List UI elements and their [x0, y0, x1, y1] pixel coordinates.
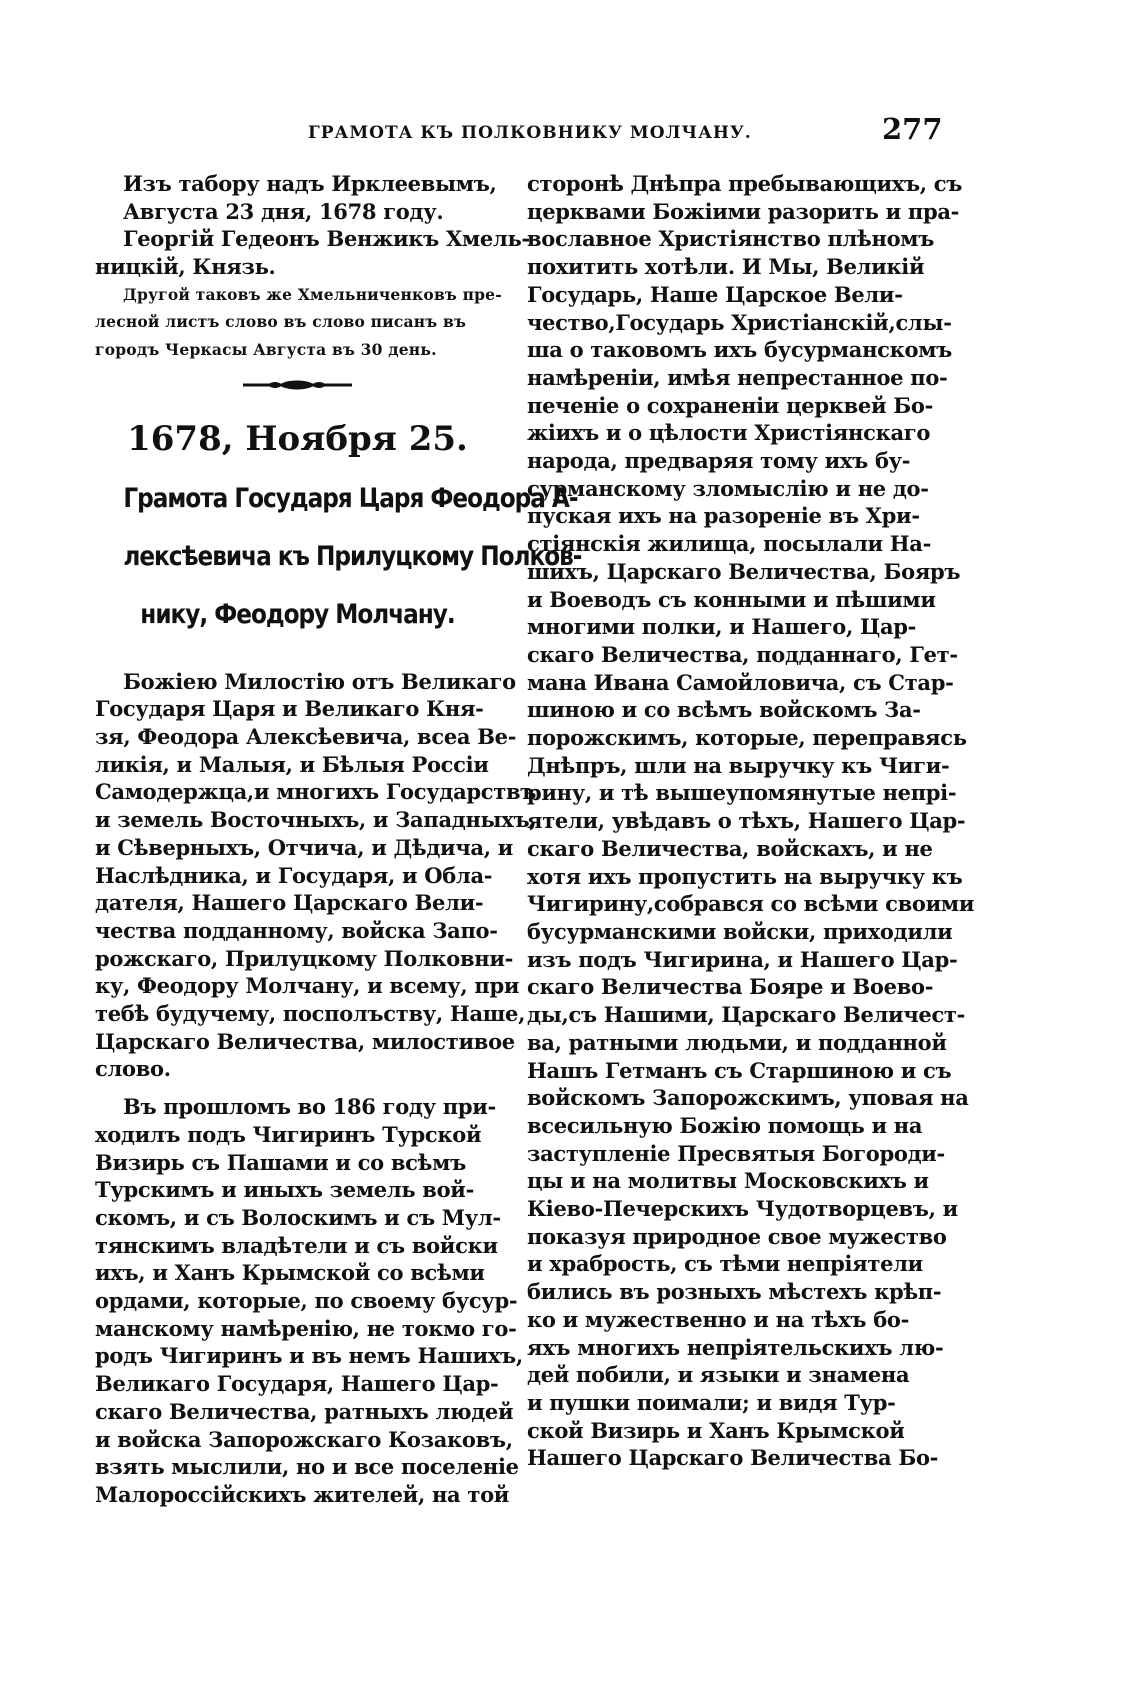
text-line: ходилъ подъ Чигиринъ Турской	[95, 1121, 482, 1147]
preceding-letter-closing	[95, 170, 530, 281]
text-line: Государя Царя и Великаго Кня-	[95, 696, 484, 722]
text-line: скаго Величества, ратныхъ людей	[95, 1398, 514, 1424]
section-divider-ornament	[95, 374, 500, 396]
text-line: намѣреніи, имѣя непрестанное по-	[527, 364, 948, 390]
text-line: Малороссійскихъ жителей, на той	[95, 1481, 510, 1507]
text-line: и пушки поимали; и видя Тур-	[527, 1389, 896, 1415]
text-line: скаго Величества, войскахъ, и не	[527, 835, 933, 861]
text-line: Божіею Милостію отъ Великаго	[123, 668, 516, 694]
text-line: ко и мужественно и на тѣхъ бо-	[527, 1306, 910, 1332]
text-line: и Воеводъ съ конными и пѣшими	[527, 586, 936, 612]
text-line: народа, предваряя тому ихъ бу-	[527, 448, 911, 474]
text-line: ва, ратными людьми, и подданной	[527, 1029, 947, 1055]
text-line: и Сѣверныхъ, Отчича, и Дѣдича, и	[95, 834, 513, 860]
text-line: войскомъ Запорожскимъ, уповая на	[527, 1085, 969, 1111]
text-line: Великаго Государя, Нашего Цар-	[95, 1371, 499, 1397]
text-line: бусурманскими войски, приходили	[527, 918, 953, 944]
page-number: 277	[882, 112, 943, 146]
text-line: ды,съ Нашими, Царскаго Величест-	[527, 1002, 966, 1028]
text-line: Изъ табору надъ Ирклеевымъ,	[123, 171, 497, 196]
text-line: ницкій, Князь.	[95, 254, 276, 280]
text-line: церквами Божіими разорить и пра-	[527, 198, 960, 224]
text-line: Кіево-Печерскихъ Чудотворцевъ, и	[527, 1196, 958, 1222]
text-line: изъ подъ Чигирина, и Нашего Цар-	[527, 946, 958, 972]
text-line: рину, и тѣ вышеупомянутые непрі-	[527, 780, 957, 806]
text-line: чество,Государь Христіанскій,слы-	[527, 309, 952, 335]
text-line: Днѣпръ, шли на выручку къ Чиги-	[527, 752, 950, 778]
running-head: ГРАМОТА КЪ ПОЛКОВНИКУ МОЛЧАНУ.	[308, 123, 752, 143]
title-line: лексѣевича къ Прилуцкому Полков-	[123, 540, 582, 572]
text-line: Самодержца,и многихъ Государствъ	[95, 779, 537, 805]
text-line: Въ прошломъ во 186 году при-	[123, 1094, 496, 1120]
text-line: Чигирину,собрався со всѣми своими	[527, 891, 975, 917]
text-line: ордами, которые, по своему бусур-	[95, 1288, 518, 1314]
text-line: скаго Величества, подданнаго, Гет-	[527, 641, 958, 667]
text-line: Нашего Царскаго Величества Бо-	[527, 1445, 939, 1471]
text-line: ку, Феодору Молчану, и всему, при	[95, 973, 520, 999]
document-title	[95, 470, 582, 644]
text-line: слово.	[95, 1056, 171, 1082]
text-line: стіянскія жилища, посылали На-	[527, 531, 932, 557]
text-line: Турскимъ и иныхъ земель вой-	[95, 1177, 474, 1203]
text-line: хотя ихъ пропустить на выручку къ	[527, 863, 963, 889]
title-line: нику, Феодору Молчану.	[140, 598, 455, 630]
text-line: цы и на молитвы Московскихъ и	[527, 1168, 929, 1194]
text-line: пуская ихъ на разореніе въ Хри-	[527, 503, 920, 529]
note-line: городъ Черкасы Августа въ 30 день.	[95, 340, 437, 359]
text-line: зя, Феодора Алексѣевича, всеа Ве-	[95, 724, 517, 749]
text-line: печеніе о сохраненіи церквей Бо-	[527, 392, 934, 418]
left-column	[95, 170, 582, 1509]
text-line: жіихъ и о цѣлости Христіянскаго	[527, 420, 931, 446]
text-line: Государь, Наше Царское Вели-	[527, 281, 903, 307]
text-line: дей побили, и языки и знамена	[527, 1362, 910, 1388]
text-line: скаго Величества Бояре и Воево-	[527, 974, 934, 1000]
text-line: манскому намѣренію, не токмо го-	[95, 1315, 517, 1341]
text-line: Нашъ Гетманъ съ Старшиною и съ	[527, 1057, 952, 1083]
text-line: похитить хотѣли. И Мы, Великій	[527, 254, 925, 280]
text-line: чества подданному, войска Запо-	[95, 917, 498, 943]
right-column	[527, 170, 975, 1472]
text-line: многими полки, и Нашего, Цар-	[527, 614, 917, 640]
text-line: шихъ, Царскаго Величества, Бояръ	[527, 558, 961, 584]
editorial-note	[95, 281, 500, 364]
paragraph-gap	[95, 1083, 500, 1093]
text-line: сурманскому зломыслію и не до-	[527, 475, 929, 501]
text-line: Наслѣдника, и Государя, и Обла-	[95, 862, 493, 888]
text-line: и войска Запорожскаго Козаковъ,	[95, 1426, 513, 1452]
text-line: сторонѣ Днѣпра пребывающихъ, съ	[527, 171, 963, 196]
text-line: взять мыслили, но и все поселеніе	[95, 1454, 519, 1480]
text-line: Царскаго Величества, милостивое	[95, 1028, 515, 1054]
date-heading: 1678, Ноября 25.	[127, 418, 468, 459]
text-line: тянскимъ владѣтели и съ войски	[95, 1232, 498, 1258]
text-line: Георгій Гедеонъ Венжикъ Хмель-	[123, 226, 530, 252]
paragraph-narrative	[95, 1093, 523, 1509]
text-line: яхъ многихъ непріятельскихъ лю-	[527, 1334, 944, 1360]
text-line: и храбрость, съ тѣми непріятели	[527, 1251, 923, 1277]
text-line: Августа 23 дня, 1678 году.	[123, 198, 444, 224]
text-line: мана Ивана Самойловича, съ Стар-	[527, 669, 954, 695]
text-line: заступленіе Пресвятыя Богороди-	[527, 1140, 945, 1166]
text-line: ской Визирь и Ханъ Крымской	[527, 1417, 905, 1443]
text-line: ихъ, и Ханъ Крымской со всѣми	[95, 1260, 485, 1286]
text-line: и земель Восточныхъ, и Западныхъ,	[95, 807, 537, 833]
text-line: показуя природное свое мужество	[527, 1223, 947, 1249]
text-line: рожскаго, Прилуцкому Полковни-	[95, 945, 514, 971]
text-line: ша о таковомъ ихъ бусурманскомъ	[527, 337, 952, 363]
text-line: дателя, Нашего Царскаго Вели-	[95, 890, 484, 916]
text-line: всесильную Божію помощь и на	[527, 1112, 923, 1138]
note-line: лесной листъ слово въ слово писанъ въ	[95, 312, 467, 332]
title-line: Грамота Государя Царя Феодора А-	[123, 482, 578, 514]
paragraph-salutation	[95, 668, 537, 1084]
text-line: ликія, и Малыя, и Бѣлыя Россіи	[95, 751, 489, 777]
text-line: бились въ розныхъ мѣстехъ крѣп-	[527, 1279, 942, 1305]
text-line: шиною и со всѣмъ войскомъ За-	[527, 697, 921, 723]
note-line: Другой таковъ же Хмельниченковъ пре-	[123, 284, 502, 304]
text-line: скомъ, и съ Волоскимъ и съ Мул-	[95, 1204, 501, 1230]
text-line: родъ Чигиринъ и въ немъ Нашихъ,	[95, 1343, 523, 1369]
text-line: ятели, увѣдавъ о тѣхъ, Нашего Цар-	[527, 808, 966, 834]
text-line: тебѣ будучему, посполъству, Наше,	[95, 1001, 526, 1027]
text-line: порожскимъ, которые, переправясь	[527, 725, 967, 751]
text-line: Визирь съ Пашами и со всѣмъ	[95, 1149, 466, 1175]
text-line: вославное Христіянство плѣномъ	[527, 226, 935, 252]
